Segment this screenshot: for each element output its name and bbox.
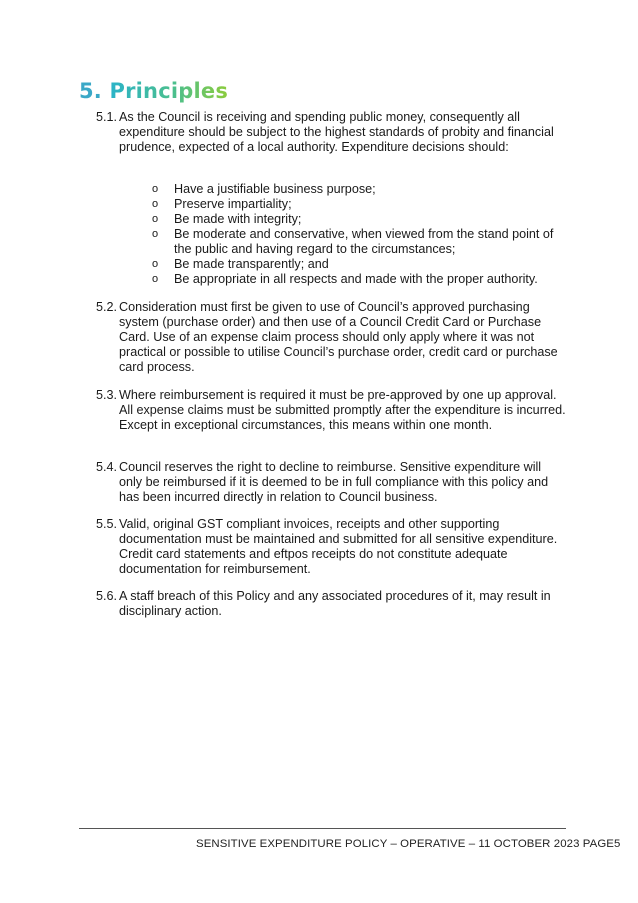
bullet-marker: o: [152, 183, 159, 195]
footer-divider: [79, 828, 566, 829]
bullet-marker: o: [152, 213, 159, 225]
paragraph-5-5: [96, 517, 566, 577]
section-heading: [79, 79, 228, 103]
paragraph-text: As the Council is receiving and spending public money, consequently all expenditure should be subject to the highest standards of probity and financial prudence, expected of a local authority. Expenditure decisions should:: [119, 110, 554, 154]
paragraph-number: 5.5.: [96, 517, 118, 531]
paragraph-text: Consideration must first be given to use of Council’s approved purchasing system (purchase order) and then use of a Council Credit Card or Purchase Card. Use of an expense claim process should only apply where it was not practical or possible to utilise Council’s purchase order, credit card or purchase card process.: [119, 300, 558, 374]
paragraph-text: Valid, original GST compliant invoices, receipts and other supporting documentation must be maintained and submitted for all sensitive expenditure. Credit card statements and eftpos receipts do not constitute adequate documentation for reimbursement.: [119, 517, 558, 576]
paragraph-text: Where reimbursement is required it must be pre-approved by one up approval. All expense claims must be submitted promptly after the expenditure is incurred. Except in exceptional circumstances, this means within one month.: [119, 388, 566, 432]
paragraph-number: 5.3.: [96, 388, 118, 402]
paragraph-5-1: [96, 110, 566, 155]
list-item: o Preserve impartiality;: [152, 197, 292, 211]
bullet-marker: o: [152, 258, 159, 270]
list-item: o Be moderate and conservative, when viewed from the stand point of the public and having regard to the circumstances;: [152, 227, 554, 256]
paragraph-5-6: [96, 589, 566, 619]
list-item: o Be appropriate in all respects and made with the proper authority.: [152, 272, 538, 286]
list-item: o Be made transparently; and: [152, 257, 329, 271]
list-item: o Have a justifiable business purpose;: [152, 182, 376, 196]
page-footer: SENSITIVE EXPENDITURE POLICY – OPERATIVE – 11 OCTOBER 2023 PAGE5: [196, 838, 621, 850]
paragraph-number: 5.2.: [96, 300, 118, 314]
paragraph-5-3: [96, 388, 566, 433]
paragraph-text: Council reserves the right to decline to reimburse. Sensitive expenditure will only be reimbursed if it is deemed to be in full compliance with this policy and has been incurred directly in relation to Council business.: [119, 460, 549, 504]
section-title: Principles: [109, 79, 229, 103]
paragraph-number: 5.1.: [96, 110, 118, 124]
list-item: o Be made with integrity;: [152, 212, 302, 226]
paragraph-text: A staff breach of this Policy and any associated procedures of it, may result in disciplinary action.: [119, 589, 551, 618]
paragraph-5-2: [96, 300, 566, 375]
bullet-marker: o: [152, 198, 159, 210]
section-number: 5.: [79, 79, 102, 103]
paragraph-number: 5.6.: [96, 589, 118, 603]
paragraph-number: 5.4.: [96, 460, 118, 474]
bullet-marker: o: [152, 228, 159, 240]
paragraph-5-4: [96, 460, 566, 505]
bullet-marker: o: [152, 273, 159, 285]
bullet-list: [150, 182, 560, 287]
